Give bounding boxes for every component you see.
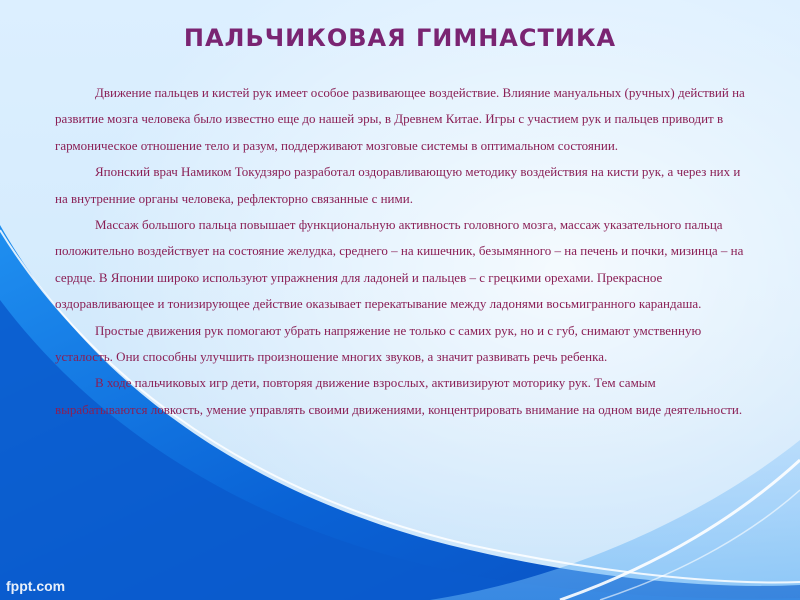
paragraph-3: Массаж большого пальца повышает функциональную активность головного мозга, массаж указательного пальца положительно воздействует на состояние желудка, среднего – на кишечник, безымянного – на печень и почки, мизинца – на сердце. В Японии широко используют упражнения для ладоней и пальцев – с грецкими орехами. Прекрасное оздоравливающее и тонизирующее действие оказывает перекатывание между ладонями восьмигранного карандаша.	[55, 217, 744, 312]
paragraph-1: Движение пальцев и кистей рук имеет особое развивающее воздействие. Влияние мануальных (ручных) действий на развитие мозга человека было известно еще до нашей эры, в Древнем Китае. Игры с участием рук и пальцев приводит в гармоническое отношение тело и разум, поддерживают мозговые системы в оптимальном состоянии.	[55, 85, 745, 153]
slide-title: ПАЛЬЧИКОВАЯ ГИМНАСТИКА	[183, 24, 617, 52]
paragraph-2: Японский врач Намиком Токудзяро разработал оздоравливающую методику воздействия на кисти рук, а через них и на внутренние органы человека, рефлекторно связанные с ними.	[55, 164, 741, 206]
paragraph-5: В ходе пальчиковых игр дети, повторяя движение взрослых, активизируют моторику рук. Тем самым вырабатываются ловкость, умение управлять своими движениями, концентрировать внимание на одном виде деятельности.	[55, 375, 743, 417]
body-text	[55, 80, 745, 423]
watermark: fppt.com	[6, 578, 66, 594]
paragraph-4: Простые движения рук помогают убрать напряжение не только с самих рук, но и с губ, снимают умственную усталость. Они способны улучшить произношение многих звуков, а значит развивать речь ребенка.	[55, 322, 702, 365]
